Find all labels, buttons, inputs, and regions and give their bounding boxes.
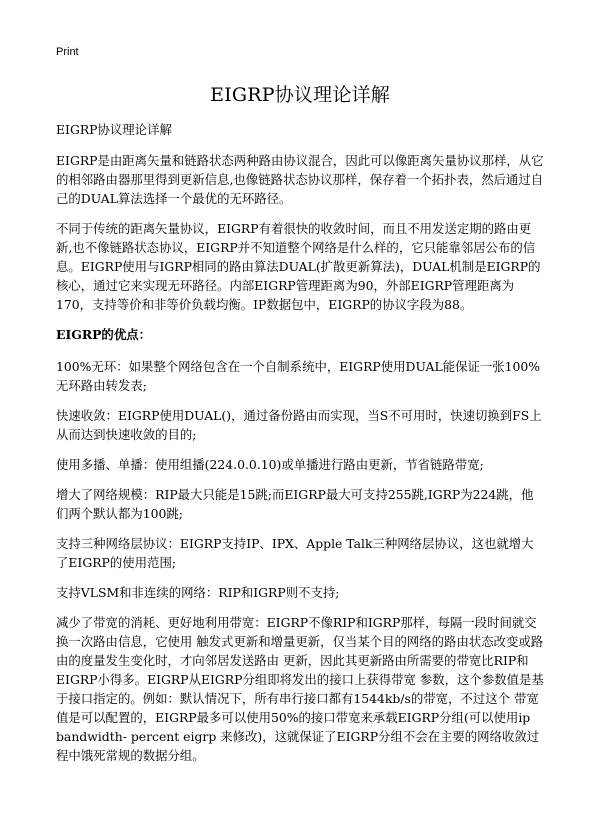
advantages-heading: EIGRP的优点： bbox=[56, 327, 151, 342]
advantage-item: 增大了网络规模：RIP最大只能是15跳;而EIGRP最大可支持255跳,IGRP为224跳，他们两个默认都为100跳; bbox=[56, 487, 534, 521]
document-subtitle: EIGRP协议理论详解 bbox=[56, 122, 172, 137]
advantage-item: 快速收敛：EIGRP使用DUAL()，通过备份路由而实现，当S不可用时，快速切换到FS上从而达到快速收敛的目的; bbox=[56, 408, 542, 442]
advantage-item: 减少了带宽的消耗、更好地利用带宽：EIGRP不像RIP和IGRP那样，每隔一段时间就交换一次路由信息，它使用 触发式更新和增量更新，仅当某个目的网络的路由状态改变或路由的度量发生变化时，才向邻居发送路由 更新，因此其更新路由所需要的带宽比RIP和EIGRP小得多。EIGRP从EIGRP分组即将发出的接口上获得带宽 参数，这个参数值是基于接口指定的。例如：默认情况下，所有串行接口都有1544kb/s的带宽，不过这个 带宽值是可以配置的，EIGRP最多可以使用50%的接口带宽来承载EIGRP分组(可以使用ip bandwidth- percent eigrp 来修改)，这就保证了EIGRP分组不会在主要的网络收敛过程中饿死常规的数据分组。 bbox=[56, 615, 544, 763]
advantage-item: 使用多播、单播：使用组播(224.0.0.10)或单播进行路由更新，节省链路带宽; bbox=[56, 457, 484, 472]
advantage-item: 支持VLSM和非连续的网络：RIP和IGRP则不支持; bbox=[56, 585, 340, 600]
document-title: EIGRP协议理论详解 bbox=[210, 84, 390, 106]
comparison-paragraph: 不同于传统的距离矢量协议，EIGRP有着很快的收敛时间，而且不用发送定期的路由更新,也不像链路状态协议，EIGRP并不知道整个网络是什么样的，它只能靠邻居公布的信息。EIGRP使用与IGRP相同的路由算法DUAL(扩散更新算法)，DUAL机制是EIGRP的核心，通过它来实现无环路径。内部EIGRP管理距离为90，外部EIGRP管理距离为170，支持等价和非等价负载均衡。IP数据包中，EIGRP的协议字段为88。 bbox=[56, 221, 541, 312]
advantage-item: 支持三种网络层协议：EIGRP支持IP、IPX、Apple Talk三种网络层协议，这也就增大了EIGRP的使用范围; bbox=[56, 536, 534, 570]
intro-paragraph: EIGRP是由距离矢量和链路状态两种路由协议混合，因此可以像距离矢量协议那样，从它的相邻路由器那里得到更新信息,也像链路状态协议那样，保存着一个拓扑表，然后通过自己的DUAL算法选择一个最优的无环路径。 bbox=[56, 153, 544, 206]
print-link[interactable]: Print bbox=[56, 46, 79, 58]
advantage-item: 100%无环：如果整个网络包含在一个自制系统中，EIGRP使用DUAL能保证一张100%无环路由转发表; bbox=[56, 359, 541, 393]
document-body bbox=[56, 120, 544, 776]
